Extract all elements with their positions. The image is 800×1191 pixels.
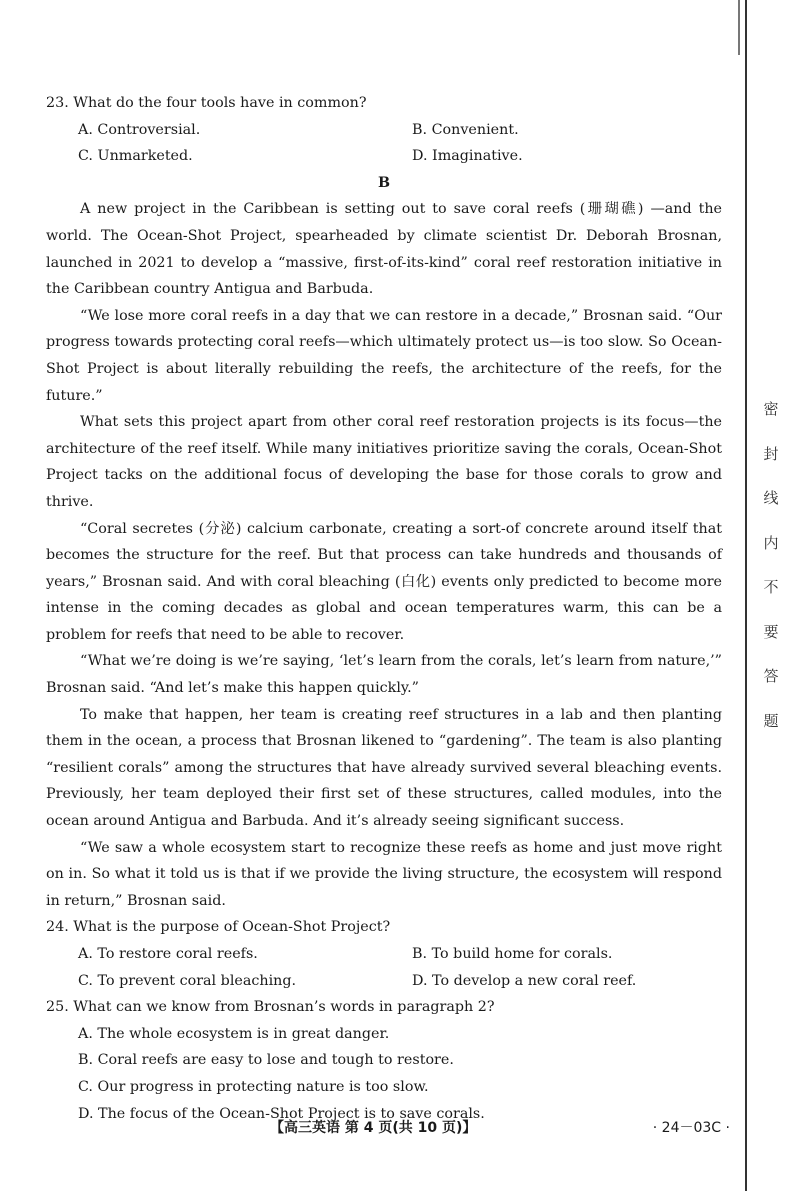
seal-char: 密 [763,400,779,418]
seal-char: 线 [763,489,779,507]
seal-line-notice [757,398,785,754]
option-24-a: A. To restore coral reefs. [78,946,258,962]
seal-char: 不 [763,578,779,596]
question-23-options [46,117,722,170]
footer-code: · 24－03C · [652,1120,730,1136]
passage-paragraph-4: “Coral secretes (分泌) calcium carbonate, creating a sort-of concrete around itself that becomes the structure for the reef. But that process can take hundreds and thousands of years,” Brosnan said. And with coral bleaching (白化) events only predicted to become more intense in the coming decades as global and ocean temperatures warm, this can be a problem for reefs that need to be able to recover. [46,520,722,643]
passage-paragraph-2: “We lose more coral reefs in a day that we can restore in a decade,” Brosnan said. “Our progress towards protecting coral reefs—which ultimately protect us—is too slow. So Ocean-Shot Project is about literally rebuilding the reefs, the architecture of the reefs, for the future.” [46,307,722,404]
passage-paragraph-3: What sets this project apart from other coral reef restoration projects is its focus—the architecture of the reef itself. While many initiatives prioritize saving the corals, Ocean-Shot Project tacks on the additional focus of developing the base for those corals to grow and thrive. [46,414,722,510]
binding-line [745,0,747,1191]
seal-char: 封 [763,444,779,463]
seal-char: 要 [763,622,779,641]
passage-paragraph-6: To make that happen, her team is creating reef structures in a lab and then planting them in the ocean, a process that Brosnan likened to “gardening”. The team is also planting “resilient corals” among the structures that have already survived several bleaching events. Previously, her team deployed their first set of these structures, called modules, into the ocean around Antigua and Barbuda. And it’s already seeing significant success. [46,706,722,830]
page-footer [270,1117,730,1141]
option-24-d: D. To develop a new coral reef. [412,972,637,989]
passage-paragraph-7: “We saw a whole ecosystem start to recognize these reefs as home and just move right on in. So what it told us is that if we provide the living structure, the ecosystem will respond in return,” Brosnan said. [46,839,722,909]
question-24: 24. What is the purpose of Ocean-Shot Project? [46,919,391,936]
page-content [46,90,722,1127]
option-23-a: A. Controversial. [78,121,201,138]
option-23-b: B. Convenient. [412,121,519,138]
seal-char: 答 [763,667,779,685]
passage-paragraph-5: “What we’re doing is we’re saying, ‘let’s learn from the corals, let’s learn from nature,’” Brosnan said. “And let’s make this happen quickly.” [46,653,722,697]
seal-char: 题 [763,711,779,730]
section-heading-b: B [377,174,391,191]
passage-paragraph-1: A new project in the Caribbean is setting out to save coral reefs (珊瑚礁) —and the world. The Ocean-Shot Project, spearheaded by climate scientist Dr. Deborah Brosnan, launched in 2021 to develop a “massive, first-of-its-kind” coral reef restoration initiative in the Caribbean country Antigua and Barbuda. [46,201,722,298]
option-25-b: B. Coral reefs are easy to lose and tough to restore. [78,1052,454,1069]
seal-char: 内 [763,533,779,552]
option-25-a: A. The whole ecosystem is in great danger. [78,1025,390,1042]
option-23-c: C. Unmarketed. [78,148,193,165]
footer-title: 【高三英语 第 4 页(共 10 页)】 [270,1120,477,1136]
question-25: 25. What can we know from Brosnan’s words in paragraph 2? [46,999,495,1016]
option-25-d: D. The focus of the Ocean-Shot Project is to save corals. [78,1105,485,1122]
option-23-d: D. Imaginative. [412,148,523,165]
question-24-options [46,941,722,994]
option-24-b: B. To build home for corals. [412,946,613,962]
option-24-c: C. To prevent coral bleaching. [78,972,297,989]
option-25-c: C. Our progress in protecting nature is too slow. [78,1078,429,1095]
question-23: 23. What do the four tools have in common? [46,95,367,111]
binding-line-short [738,0,740,55]
